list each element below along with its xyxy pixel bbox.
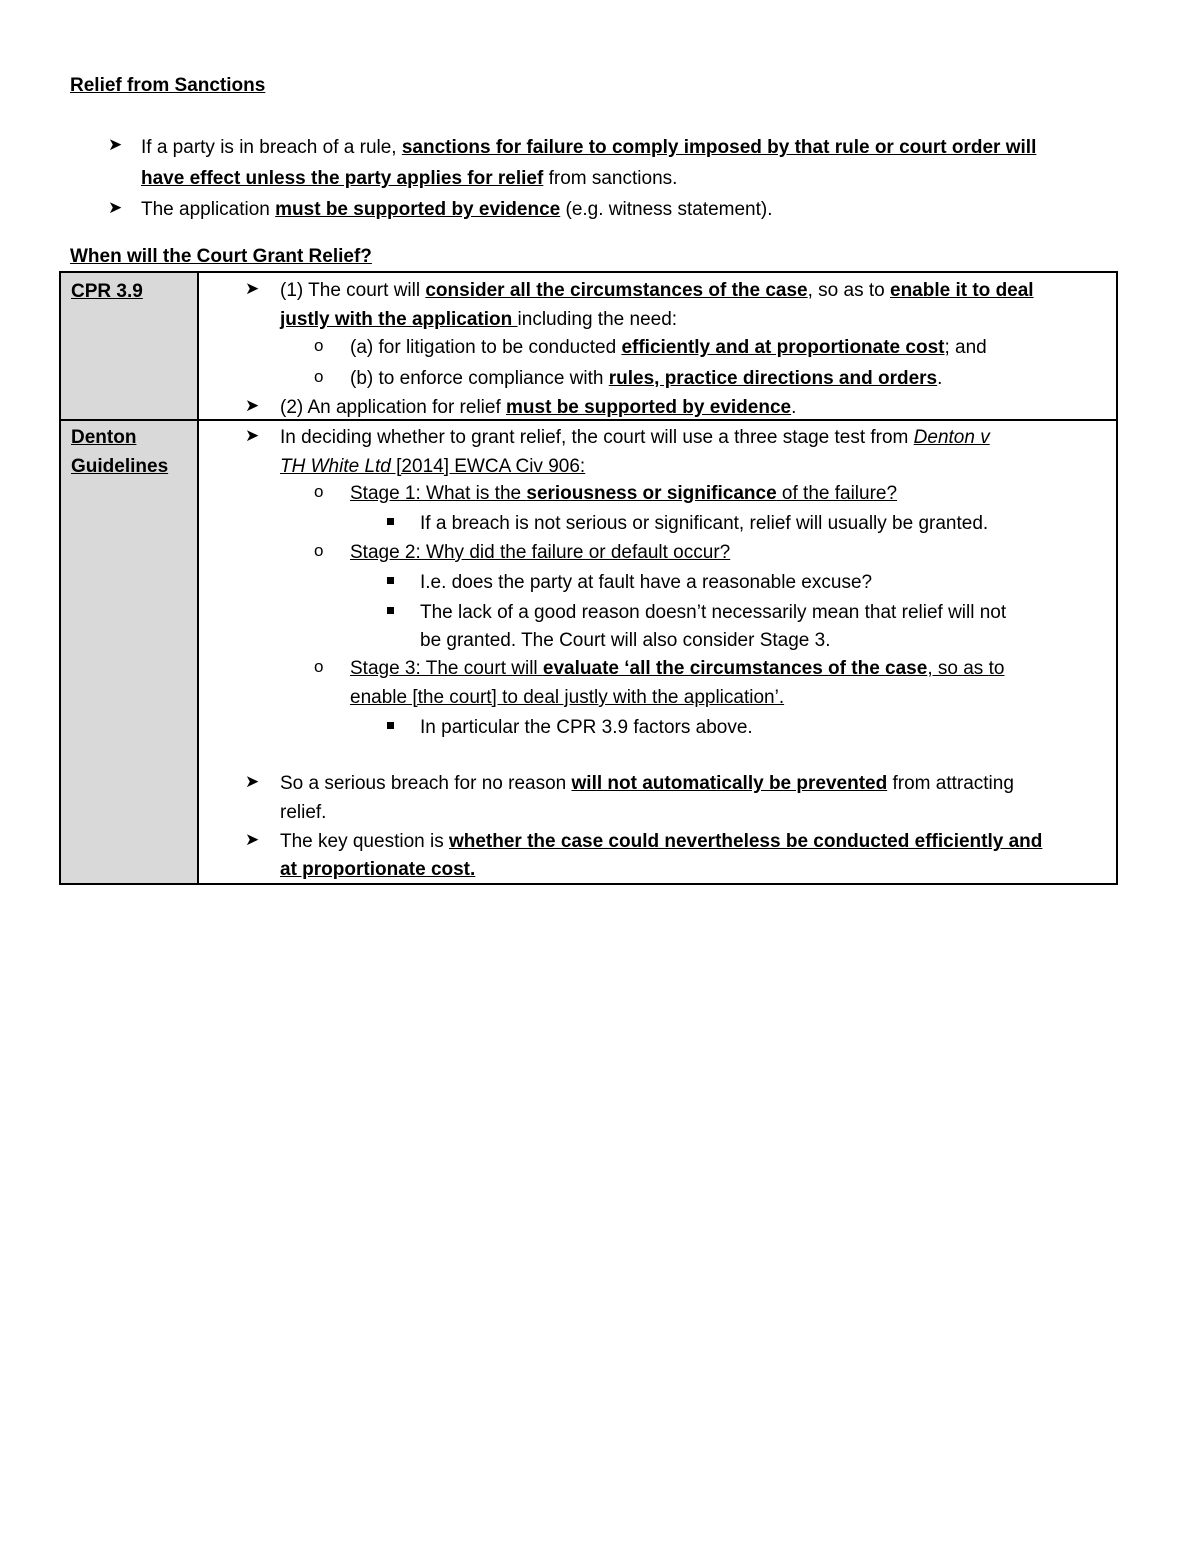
- square-bullet-icon: [387, 722, 394, 729]
- intro-bullet-1-line-2: have effect unless the party applies for relief from sanctions.: [141, 168, 678, 189]
- row-content-cell: [198, 272, 1117, 420]
- section-title: When will the Court Grant Relief?: [70, 246, 372, 267]
- table-row-cpr: [60, 272, 1117, 420]
- arrow-bullet-icon: ➤: [108, 198, 123, 217]
- conclusion-2-line-2: at proportionate cost.: [280, 859, 476, 880]
- stage-2-note-2-line-2: be granted. The Court will also consider Stage 3.: [420, 630, 831, 651]
- cpr-point-1-line-2: justly with the application including the need:: [280, 309, 678, 330]
- cpr-point-a: (a) for litigation to be conducted efficiently and at proportionate cost; and: [350, 337, 987, 358]
- arrow-bullet-icon: ➤: [108, 135, 123, 154]
- stage-3-line-2: enable [the court] to deal justly with the application’.: [350, 687, 785, 708]
- arrow-bullet-icon: ➤: [245, 279, 260, 298]
- denton-intro-line-1: In deciding whether to grant relief, the court will use a three stage test from Denton v: [280, 427, 990, 448]
- row-label-cell: [60, 272, 198, 420]
- row-content-cell: [198, 420, 1117, 884]
- conclusion-1-line-2: relief.: [280, 802, 327, 823]
- row-label-cpr: CPR 3.9: [71, 281, 143, 302]
- intro-bullet-2: The application must be supported by evidence (e.g. witness statement).: [141, 199, 773, 220]
- intro-bullet-1-line-1: If a party is in breach of a rule, sanctions for failure to comply imposed by that rule or court order will: [141, 137, 1037, 158]
- cpr-point-b: (b) to enforce compliance with rules, practice directions and orders.: [350, 368, 943, 389]
- relief-table: [59, 271, 1118, 885]
- stage-2: Stage 2: Why did the failure or default occur?: [350, 542, 731, 563]
- arrow-bullet-icon: ➤: [245, 396, 260, 415]
- denton-intro-line-2: TH White Ltd [2014] EWCA Civ 906:: [280, 456, 586, 477]
- square-bullet-icon: [387, 607, 394, 614]
- conclusion-1-line-1: So a serious breach for no reason will not automatically be prevented from attracting: [280, 773, 1014, 794]
- cpr-point-2: (2) An application for relief must be supported by evidence.: [280, 397, 797, 418]
- document-heading: Relief from Sanctions: [70, 75, 266, 96]
- stage-2-note-2-line-1: The lack of a good reason doesn’t necessarily mean that relief will not: [420, 602, 1007, 623]
- stage-1-note: If a breach is not serious or significant, relief will usually be granted.: [420, 513, 989, 534]
- circle-bullet-icon: o: [314, 657, 324, 676]
- row-label-denton: Denton Guidelines: [71, 427, 169, 477]
- arrow-bullet-icon: ➤: [245, 426, 260, 445]
- circle-bullet-icon: o: [314, 367, 324, 386]
- circle-bullet-icon: o: [314, 482, 324, 501]
- circle-bullet-icon: o: [314, 541, 324, 560]
- square-bullet-icon: [387, 518, 394, 525]
- square-bullet-icon: [387, 577, 394, 584]
- cpr-point-1-line-1: (1) The court will consider all the circumstances of the case, so as to enable it to deal: [280, 280, 1034, 301]
- conclusion-2-line-1: The key question is whether the case could nevertheless be conducted efficiently and: [280, 831, 1043, 852]
- stage-3-note: In particular the CPR 3.9 factors above.: [420, 717, 753, 738]
- stage-1: Stage 1: What is the seriousness or significance of the failure?: [350, 483, 898, 504]
- stage-2-note-1: I.e. does the party at fault have a reasonable excuse?: [420, 572, 873, 593]
- stage-3-line-1: Stage 3: The court will evaluate ‘all the circumstances of the case, so as to: [350, 658, 1005, 679]
- circle-bullet-icon: o: [314, 336, 324, 355]
- arrow-bullet-icon: ➤: [245, 772, 260, 791]
- arrow-bullet-icon: ➤: [245, 830, 260, 849]
- row-label-cell: [60, 420, 198, 884]
- table-row-denton: [60, 420, 1117, 884]
